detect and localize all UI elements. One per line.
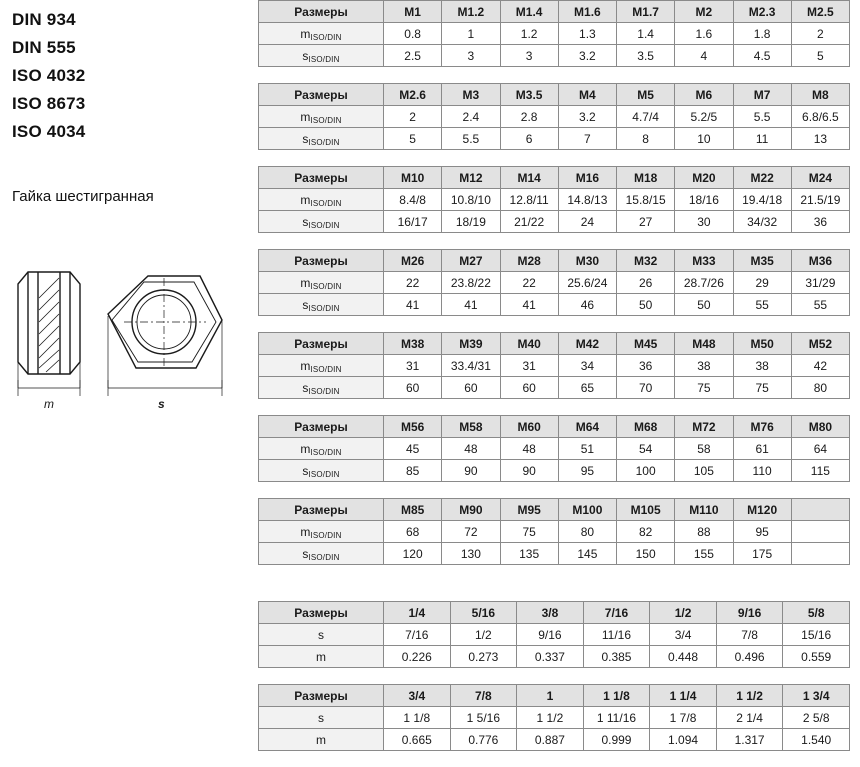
data-cell: 36 (617, 355, 675, 377)
row-label: sISO/DIN (259, 211, 384, 233)
header-cell: M60 (500, 416, 558, 438)
data-cell: 75 (500, 521, 558, 543)
dimension-label-s: s (158, 397, 165, 411)
header-cell: M18 (617, 167, 675, 189)
header-cell: M100 (558, 499, 616, 521)
data-cell: 18/16 (675, 189, 733, 211)
data-cell: 0.448 (650, 646, 717, 668)
header-cell: M1 (384, 1, 442, 23)
header-cell: M2.3 (733, 1, 791, 23)
table-row (259, 294, 850, 316)
header-cell: M28 (500, 250, 558, 272)
header-cell: M56 (384, 416, 442, 438)
data-cell: 0.496 (716, 646, 783, 668)
header-cell: M110 (675, 499, 733, 521)
data-cell: 5 (384, 128, 442, 150)
data-cell: 21.5/19 (791, 189, 849, 211)
header-cell: 5/16 (450, 602, 517, 624)
data-cell: 0.887 (517, 729, 584, 751)
data-cell: 1.3 (558, 23, 616, 45)
header-cell: Размеры (259, 685, 384, 707)
data-cell: 1 5/16 (450, 707, 517, 729)
dimension-table (258, 415, 850, 482)
header-cell: M80 (791, 416, 849, 438)
table-row (259, 23, 850, 45)
section-gap (258, 581, 858, 601)
data-cell: 41 (500, 294, 558, 316)
header-cell: M38 (384, 333, 442, 355)
data-cell: 1 1/2 (517, 707, 584, 729)
row-label: mISO/DIN (259, 438, 384, 460)
dimension-table-inch (258, 684, 850, 751)
header-cell: 1 1/2 (716, 685, 783, 707)
dimension-label-m: m (44, 397, 54, 411)
data-cell: 1 7/8 (650, 707, 717, 729)
header-cell: M6 (675, 84, 733, 106)
data-cell: 1.540 (783, 729, 850, 751)
header-cell: M24 (791, 167, 849, 189)
data-cell: 105 (675, 460, 733, 482)
header-cell: M2 (675, 1, 733, 23)
data-cell: 6 (500, 128, 558, 150)
data-cell: 2 5/8 (783, 707, 850, 729)
data-cell: 3/4 (650, 624, 717, 646)
header-cell: M1.6 (558, 1, 616, 23)
table-row (259, 707, 850, 729)
header-cell: M85 (384, 499, 442, 521)
data-cell: 34 (558, 355, 616, 377)
data-cell: 85 (384, 460, 442, 482)
data-cell: 13 (791, 128, 849, 150)
data-cell: 155 (675, 543, 733, 565)
data-cell-empty (791, 521, 849, 543)
header-cell: M3.5 (500, 84, 558, 106)
data-cell: 41 (384, 294, 442, 316)
header-cell: M50 (733, 333, 791, 355)
header-cell: M1.4 (500, 1, 558, 23)
table-row (259, 106, 850, 128)
data-cell: 80 (791, 377, 849, 399)
standard-item: DIN 934 (12, 10, 76, 29)
data-cell: 95 (558, 460, 616, 482)
header-cell: M33 (675, 250, 733, 272)
data-cell: 42 (791, 355, 849, 377)
row-label: mISO/DIN (259, 272, 384, 294)
header-cell: M2.5 (791, 1, 849, 23)
data-cell: 68 (384, 521, 442, 543)
data-cell: 70 (617, 377, 675, 399)
data-cell: 46 (558, 294, 616, 316)
data-cell: 30 (675, 211, 733, 233)
header-cell: M105 (617, 499, 675, 521)
data-cell: 11/16 (583, 624, 650, 646)
data-cell: 5.5 (442, 128, 500, 150)
data-cell: 95 (733, 521, 791, 543)
header-cell-empty (791, 499, 849, 521)
table-header-row (259, 84, 850, 106)
data-cell: 1.317 (716, 729, 783, 751)
data-cell-empty (791, 543, 849, 565)
header-cell: 3/8 (517, 602, 584, 624)
header-cell: M95 (500, 499, 558, 521)
table-header-row (259, 333, 850, 355)
header-cell: 5/8 (783, 602, 850, 624)
data-cell: 19.4/18 (733, 189, 791, 211)
header-cell: 3/4 (384, 685, 451, 707)
header-cell: M40 (500, 333, 558, 355)
table-row (259, 211, 850, 233)
header-cell: M14 (500, 167, 558, 189)
table-row (259, 128, 850, 150)
data-cell: 38 (733, 355, 791, 377)
table-row (259, 543, 850, 565)
data-cell: 0.8 (384, 23, 442, 45)
data-cell: 48 (442, 438, 500, 460)
hex-nut-svg (8, 236, 244, 416)
part-name: Гайка шестигранная (12, 188, 154, 205)
header-cell: M35 (733, 250, 791, 272)
table-header-row (259, 602, 850, 624)
table-row (259, 624, 850, 646)
data-cell: 15.8/15 (617, 189, 675, 211)
header-cell: Размеры (259, 499, 384, 521)
data-cell: 29 (733, 272, 791, 294)
header-cell: 1 (517, 685, 584, 707)
row-label: sISO/DIN (259, 377, 384, 399)
table-row (259, 272, 850, 294)
header-cell: M72 (675, 416, 733, 438)
data-cell: 2 (791, 23, 849, 45)
header-cell: M16 (558, 167, 616, 189)
row-label: mISO/DIN (259, 521, 384, 543)
row-label: sISO/DIN (259, 294, 384, 316)
data-cell: 60 (442, 377, 500, 399)
dimension-table (258, 498, 850, 565)
header-cell: M58 (442, 416, 500, 438)
data-cell: 1 (442, 23, 500, 45)
header-cell: Размеры (259, 167, 384, 189)
row-label: sISO/DIN (259, 128, 384, 150)
header-cell: M48 (675, 333, 733, 355)
data-cell: 4.7/4 (617, 106, 675, 128)
header-cell: M76 (733, 416, 791, 438)
table-row (259, 729, 850, 751)
header-cell: Размеры (259, 84, 384, 106)
header-cell: 1 1/4 (650, 685, 717, 707)
data-cell: 31/29 (791, 272, 849, 294)
data-cell: 33.4/31 (442, 355, 500, 377)
header-cell: M27 (442, 250, 500, 272)
data-cell: 5 (791, 45, 849, 67)
data-cell: 2.8 (500, 106, 558, 128)
table-header-row (259, 685, 850, 707)
data-cell: 28.7/26 (675, 272, 733, 294)
data-cell: 2.5 (384, 45, 442, 67)
header-cell: 1 1/8 (583, 685, 650, 707)
data-cell: 75 (675, 377, 733, 399)
data-cell: 150 (617, 543, 675, 565)
data-cell: 115 (791, 460, 849, 482)
header-cell: M68 (617, 416, 675, 438)
table-header-row (259, 167, 850, 189)
table-row (259, 189, 850, 211)
data-cell: 10 (675, 128, 733, 150)
row-label: sISO/DIN (259, 460, 384, 482)
standards-list (12, 6, 242, 146)
header-cell: M1.7 (617, 1, 675, 23)
data-cell: 16/17 (384, 211, 442, 233)
data-cell: 4.5 (733, 45, 791, 67)
header-cell: M7 (733, 84, 791, 106)
standard-item: DIN 555 (12, 38, 76, 57)
data-cell: 25.6/24 (558, 272, 616, 294)
data-cell: 7/16 (384, 624, 451, 646)
data-cell: 3.5 (617, 45, 675, 67)
data-cell: 0.337 (517, 646, 584, 668)
data-cell: 12.8/11 (500, 189, 558, 211)
table-row (259, 355, 850, 377)
header-cell: M120 (733, 499, 791, 521)
data-cell: 38 (675, 355, 733, 377)
data-cell: 6.8/6.5 (791, 106, 849, 128)
header-cell: M39 (442, 333, 500, 355)
header-cell: M12 (442, 167, 500, 189)
data-cell: 3 (500, 45, 558, 67)
data-cell: 7 (558, 128, 616, 150)
data-cell: 0.559 (783, 646, 850, 668)
data-cell: 0.999 (583, 729, 650, 751)
row-label: mISO/DIN (259, 106, 384, 128)
table-row (259, 438, 850, 460)
header-cell: M32 (617, 250, 675, 272)
header-cell: M8 (791, 84, 849, 106)
standard-item: ISO 8673 (12, 94, 86, 113)
data-cell: 36 (791, 211, 849, 233)
data-cell: 2.4 (442, 106, 500, 128)
row-label: mISO/DIN (259, 189, 384, 211)
data-cell: 11 (733, 128, 791, 150)
dimension-tables (258, 0, 858, 767)
header-cell: 1/2 (650, 602, 717, 624)
row-label: m (259, 646, 384, 668)
data-cell: 23.8/22 (442, 272, 500, 294)
header-cell: M26 (384, 250, 442, 272)
data-cell: 3 (442, 45, 500, 67)
data-cell: 1.4 (617, 23, 675, 45)
header-cell: Размеры (259, 250, 384, 272)
data-cell: 5.2/5 (675, 106, 733, 128)
data-cell: 145 (558, 543, 616, 565)
dimension-table (258, 83, 850, 150)
header-cell: 7/16 (583, 602, 650, 624)
header-cell: M90 (442, 499, 500, 521)
header-cell: Размеры (259, 333, 384, 355)
data-cell: 8.4/8 (384, 189, 442, 211)
data-cell: 55 (733, 294, 791, 316)
row-label: s (259, 624, 384, 646)
data-cell: 18/19 (442, 211, 500, 233)
dimension-table-inch (258, 601, 850, 668)
dimension-table (258, 332, 850, 399)
header-cell: M30 (558, 250, 616, 272)
data-cell: 34/32 (733, 211, 791, 233)
data-cell: 1/2 (450, 624, 517, 646)
header-cell: 1 3/4 (783, 685, 850, 707)
header-cell: M3 (442, 84, 500, 106)
data-cell: 22 (500, 272, 558, 294)
data-cell: 61 (733, 438, 791, 460)
data-cell: 0.776 (450, 729, 517, 751)
header-cell: M10 (384, 167, 442, 189)
header-cell: M4 (558, 84, 616, 106)
data-cell: 80 (558, 521, 616, 543)
data-cell: 1.6 (675, 23, 733, 45)
data-cell: 51 (558, 438, 616, 460)
standard-item: ISO 4032 (12, 66, 86, 85)
data-cell: 2 1/4 (716, 707, 783, 729)
data-cell: 100 (617, 460, 675, 482)
dimension-table (258, 0, 850, 67)
data-cell: 1.2 (500, 23, 558, 45)
header-cell: M5 (617, 84, 675, 106)
data-cell: 50 (617, 294, 675, 316)
data-cell: 41 (442, 294, 500, 316)
row-label: s (259, 707, 384, 729)
header-cell: M42 (558, 333, 616, 355)
data-cell: 60 (384, 377, 442, 399)
data-cell: 9/16 (517, 624, 584, 646)
table-row (259, 646, 850, 668)
table-header-row (259, 250, 850, 272)
data-cell: 90 (442, 460, 500, 482)
data-cell: 14.8/13 (558, 189, 616, 211)
left-column (0, 0, 252, 716)
data-cell: 31 (500, 355, 558, 377)
data-cell: 82 (617, 521, 675, 543)
data-cell: 90 (500, 460, 558, 482)
row-label: sISO/DIN (259, 543, 384, 565)
data-cell: 60 (500, 377, 558, 399)
data-cell: 26 (617, 272, 675, 294)
table-row (259, 45, 850, 67)
data-cell: 3.2 (558, 106, 616, 128)
data-cell: 24 (558, 211, 616, 233)
data-cell: 15/16 (783, 624, 850, 646)
data-cell: 0.273 (450, 646, 517, 668)
data-cell: 72 (442, 521, 500, 543)
data-cell: 5.5 (733, 106, 791, 128)
data-cell: 58 (675, 438, 733, 460)
data-cell: 65 (558, 377, 616, 399)
data-cell: 54 (617, 438, 675, 460)
header-cell: 7/8 (450, 685, 517, 707)
header-cell: M45 (617, 333, 675, 355)
header-cell: Размеры (259, 1, 384, 23)
header-cell: M52 (791, 333, 849, 355)
header-cell: M1.2 (442, 1, 500, 23)
row-label: mISO/DIN (259, 355, 384, 377)
data-cell: 120 (384, 543, 442, 565)
table-row (259, 460, 850, 482)
data-cell: 45 (384, 438, 442, 460)
table-row (259, 377, 850, 399)
header-cell: Размеры (259, 602, 384, 624)
data-cell: 175 (733, 543, 791, 565)
data-cell: 4 (675, 45, 733, 67)
header-cell: M22 (733, 167, 791, 189)
header-cell: 1/4 (384, 602, 451, 624)
data-cell: 64 (791, 438, 849, 460)
data-cell: 0.665 (384, 729, 451, 751)
header-cell: M36 (791, 250, 849, 272)
data-cell: 1 1/8 (384, 707, 451, 729)
data-cell: 55 (791, 294, 849, 316)
dimension-table (258, 166, 850, 233)
dimension-table (258, 249, 850, 316)
standard-item: ISO 4034 (12, 122, 86, 141)
data-cell: 1 11/16 (583, 707, 650, 729)
table-header-row (259, 1, 850, 23)
data-cell: 75 (733, 377, 791, 399)
data-cell: 50 (675, 294, 733, 316)
header-cell: M2.6 (384, 84, 442, 106)
data-cell: 130 (442, 543, 500, 565)
header-cell: M64 (558, 416, 616, 438)
row-label: sISO/DIN (259, 45, 384, 67)
data-cell: 21/22 (500, 211, 558, 233)
table-header-row (259, 416, 850, 438)
data-cell: 0.385 (583, 646, 650, 668)
data-cell: 31 (384, 355, 442, 377)
data-cell: 0.226 (384, 646, 451, 668)
data-cell: 8 (617, 128, 675, 150)
row-label: m (259, 729, 384, 751)
data-cell: 1.094 (650, 729, 717, 751)
data-cell: 10.8/10 (442, 189, 500, 211)
header-cell: Размеры (259, 416, 384, 438)
data-cell: 88 (675, 521, 733, 543)
table-header-row (259, 499, 850, 521)
data-cell: 135 (500, 543, 558, 565)
data-cell: 1.8 (733, 23, 791, 45)
data-cell: 110 (733, 460, 791, 482)
row-label: mISO/DIN (259, 23, 384, 45)
data-cell: 48 (500, 438, 558, 460)
table-row (259, 521, 850, 543)
data-cell: 2 (384, 106, 442, 128)
header-cell: 9/16 (716, 602, 783, 624)
hex-nut-drawing (8, 236, 244, 416)
data-cell: 27 (617, 211, 675, 233)
data-cell: 22 (384, 272, 442, 294)
header-cell: M20 (675, 167, 733, 189)
data-cell: 3.2 (558, 45, 616, 67)
data-cell: 7/8 (716, 624, 783, 646)
